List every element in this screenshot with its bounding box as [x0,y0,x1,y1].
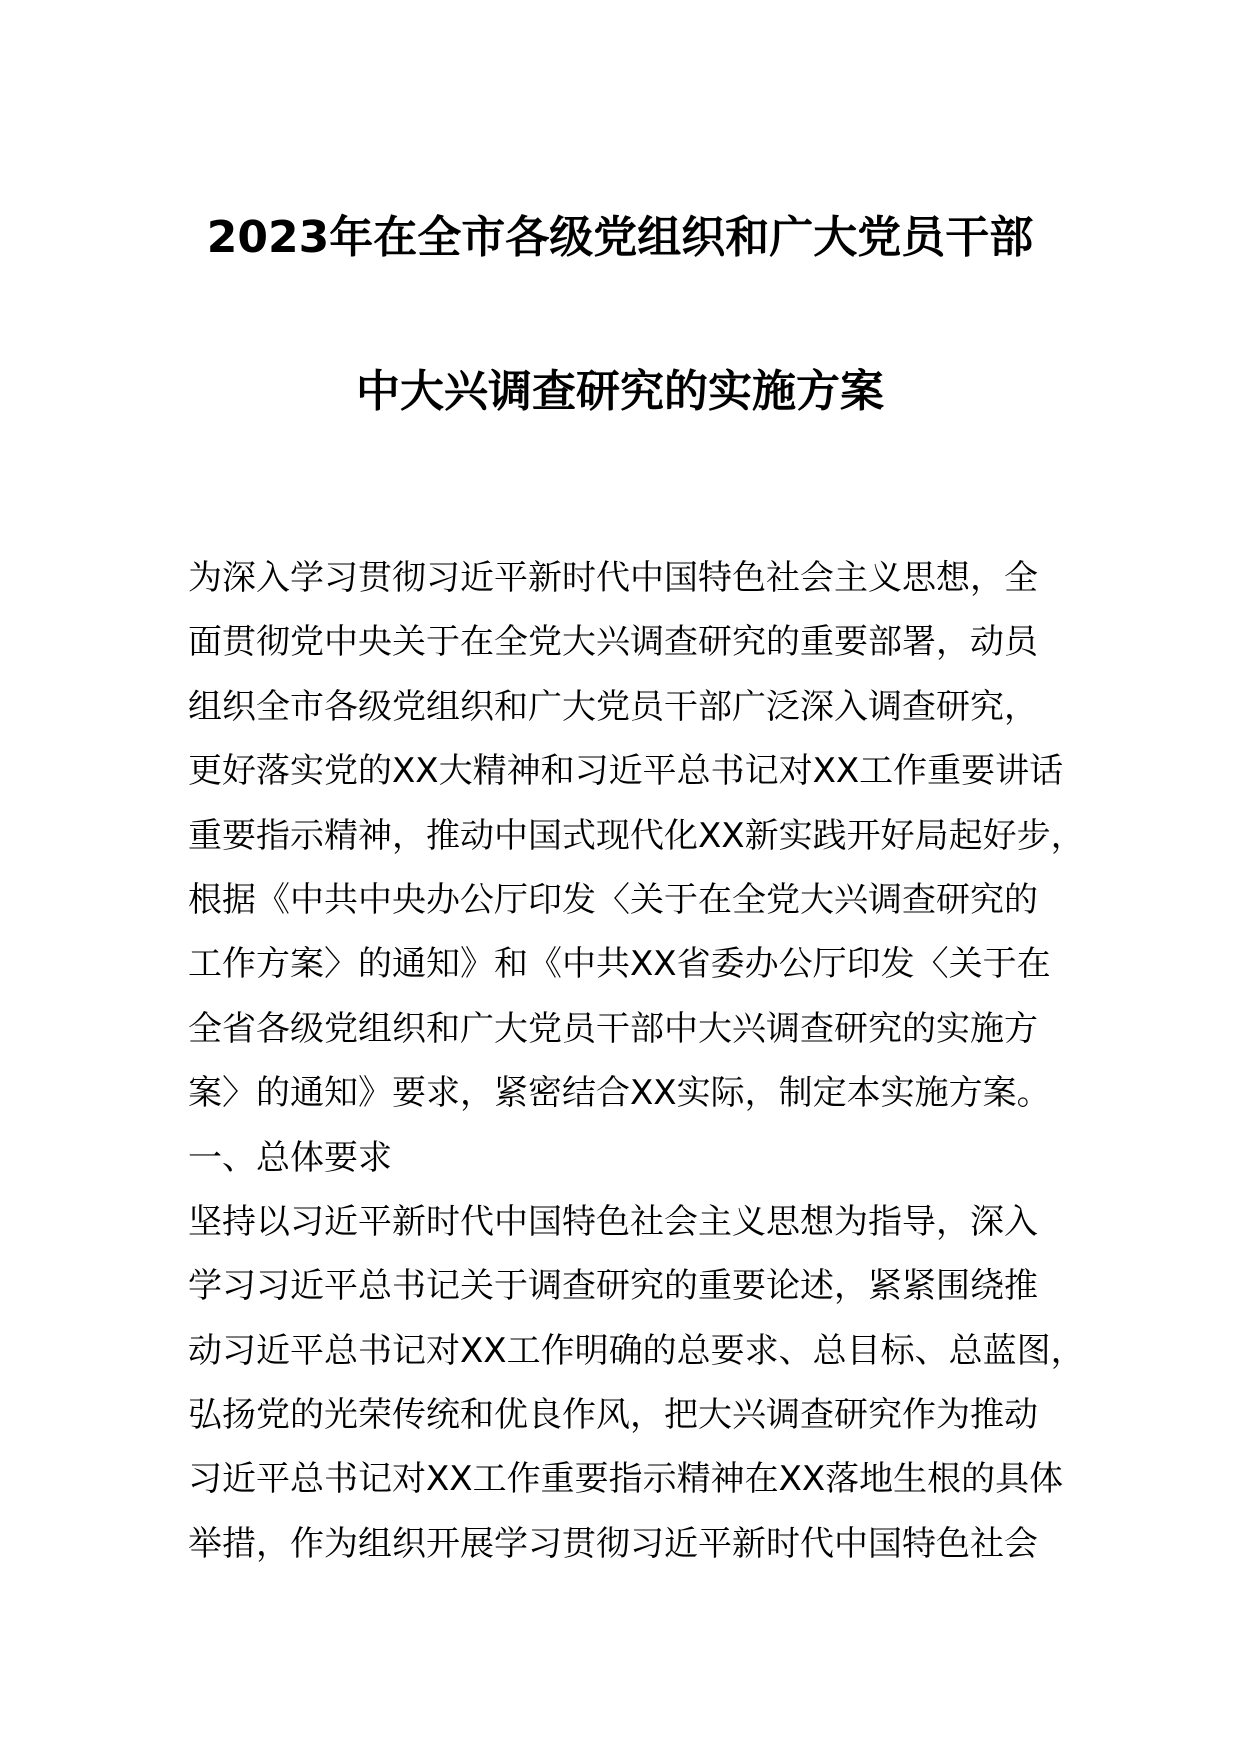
body-line-6: 根据《中共中央办公厅印发〈关于在全党大兴调查研究的 [188,879,1038,920]
body-line-3: 组织全市各级党组织和广大党员干部广泛深入调查研究， [188,686,1038,727]
body-line-1: 为深入学习贯彻习近平新时代中国特色社会主义思想，全 [188,558,1038,598]
document-body [188,546,1088,1576]
body-line-2: 面贯彻党中央关于在全党大兴调查研究的重要部署，动员 [188,622,1038,663]
document-title-line-2: 中大兴调查研究的实施方案 [356,366,884,417]
body-line-9: 案〉的通知》要求，紧密结合XX实际，制定本实施方案。 [188,1073,1051,1114]
body-line-7: 工作方案〉的通知》和《中共XX省委办公厅印发〈关于在 [188,944,1051,985]
body-line-12: 学习习近平总书记关于调查研究的重要论述，紧紧围绕推 [188,1266,1038,1307]
document-title-line-1: 2023年在全市各级党组织和广大党员干部 [206,212,1034,263]
body-line-16: 举措，作为组织开展学习贯彻习近平新时代中国特色社会 [188,1523,1038,1564]
body-line-4: 更好落实党的XX大精神和习近平总书记对XX工作重要讲话 [188,751,1064,792]
body-line-8: 全省各级党组织和广大党员干部中大兴调查研究的实施方 [188,1008,1038,1049]
body-line-5: 重要指示精神，推动中国式现代化XX新实践开好局起好步， [188,815,1085,856]
body-line-13: 动习近平总书记对XX工作明确的总要求、总目标、总蓝图， [188,1330,1085,1371]
body-line-15: 习近平总书记对XX工作重要指示精神在XX落地生根的具体 [188,1459,1064,1500]
section-heading-1: 一、总体要求 [188,1137,392,1178]
body-line-11: 坚持以习近平新时代中国特色社会主义思想为指导，深入 [188,1201,1038,1242]
body-line-14: 弘扬党的光荣传统和优良作风，把大兴调查研究作为推动 [188,1395,1038,1436]
